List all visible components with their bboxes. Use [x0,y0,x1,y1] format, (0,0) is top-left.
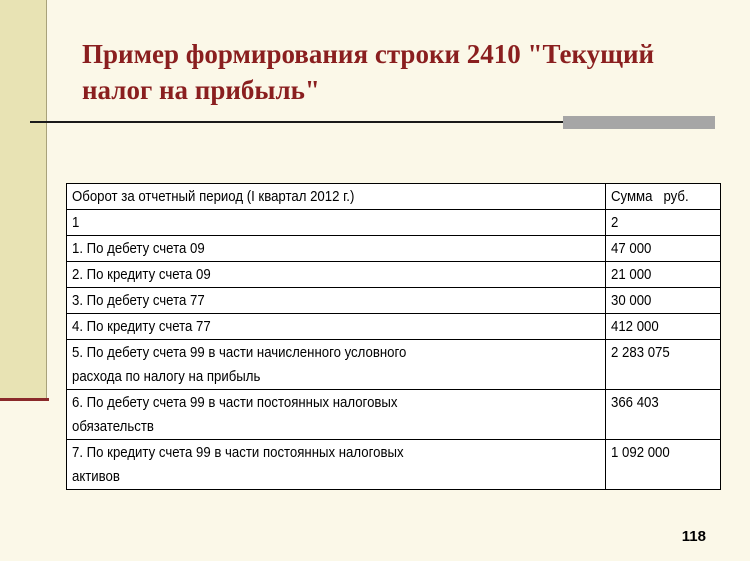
left-bar-accent-line [0,398,49,401]
slide-title: Пример формирования строки 2410 "Текущий налог на прибыль" [82,39,655,105]
row-label: 2. По кредиту счета 09 [67,262,606,288]
table-row [67,440,721,490]
table-row [67,314,721,340]
table-row [67,288,721,314]
table-header-row [67,184,721,210]
page-number: 118 [681,528,706,545]
title-divider-accent [563,116,715,129]
row-label [67,340,606,390]
row-value: 1 092 000 [606,440,721,490]
row-value: 2 283 075 [606,340,721,390]
row-value: 2 [606,210,721,236]
row-value: 366 403 [606,390,721,440]
table-row [67,210,721,236]
row-label [67,440,606,490]
row-label-line2: обязательств [72,418,154,435]
table-row [67,236,721,262]
row-label-line1: 7. По кредиту счета 99 в части постоянных налоговых [72,444,404,461]
row-label: 4. По кредиту счета 77 [67,314,606,340]
row-label-line2: активов [72,468,120,485]
row-label-line1: 6. По дебету счета 99 в части постоянных налоговых [72,394,398,411]
table-row [67,340,721,390]
left-decorative-bar [0,0,47,400]
row-label: 1 [67,210,606,236]
row-value: 21 000 [606,262,721,288]
row-value: 47 000 [606,236,721,262]
row-value: 30 000 [606,288,721,314]
header-cell-turnover: Оборот за отчетный период (I квартал 2012 г.) [67,184,606,210]
table-row [67,390,721,440]
header-cell-sum: Сумма руб. [606,184,721,210]
row-label-line2: расхода по налогу на прибыль [72,368,261,385]
row-label-line1: 5. По дебету счета 99 в части начисленного условного [72,344,407,361]
row-label: 3. По дебету счета 77 [67,288,606,314]
row-label: 1. По дебету счета 09 [67,236,606,262]
turnover-table [66,183,721,490]
table-row [67,262,721,288]
row-label [67,390,606,440]
row-value: 412 000 [606,314,721,340]
